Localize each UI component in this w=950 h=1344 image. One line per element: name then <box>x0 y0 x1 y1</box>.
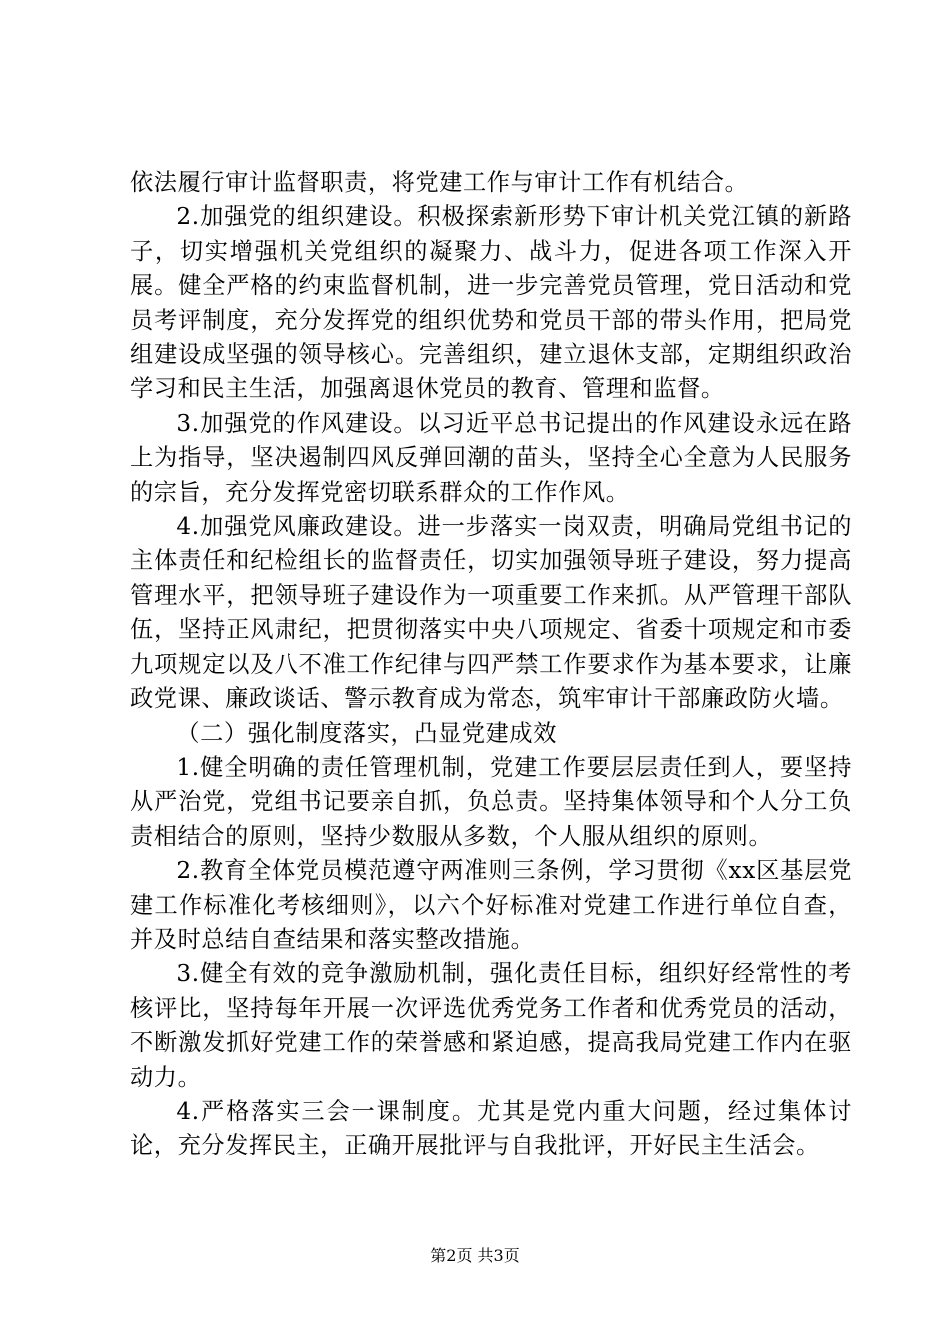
page-footer <box>0 1246 950 1266</box>
section-heading: （二）强化制度落实，凸显党建成效 <box>176 719 557 747</box>
document-body <box>130 166 852 1164</box>
paragraph-responsibility-mechanism: 1.健全明确的责任管理机制，党建工作要层层责任到人，要坚持从严治党，党组书记要亲自抓，负总责。坚持集体领导和个人分工负责相结合的原则，坚持少数服从多数，个人服从组织的原则。 <box>130 753 852 850</box>
page-number: 第2页 共3页 <box>430 1246 520 1265</box>
paragraph-continuation: 依法履行审计监督职责，将党建工作与审计工作有机结合。 <box>130 169 749 196</box>
paragraph-incentive-mechanism: 3.健全有效的竞争激励机制，强化责任目标，组织好经常性的考核评比，坚持每年开展一次评选优秀党务工作者和优秀党员的活动，不断激发抓好党建工作的荣誉感和紧迫感，提高我局党建工作内在驱动力。 <box>130 960 852 1091</box>
paragraph-style-building: 3.加强党的作风建设。以习近平总书记提出的作风建设永远在路上为指导，坚决遏制四风反弹回潮的苗头，坚持全心全意为人民服务的宗旨，充分发挥党密切联系群众的工作作风。 <box>130 409 852 506</box>
paragraph-member-education: 2.教育全体党员模范遵守两准则三条例，学习贯彻《xx区基层党建工作标准化考核细则》，以六个好标准对党建工作进行单位自查，并及时总结自查结果和落实整改措施。 <box>130 857 852 953</box>
paragraph-meeting-system: 4.严格落实三会一课制度。尤其是党内重大问题，经过集体讨论，充分发挥民主，正确开展批评与自我批评，开好民主生活会。 <box>130 1097 852 1160</box>
paragraph-clean-government: 4.加强党风廉政建设。进一步落实一岗双责，明确局党组书记的主体责任和纪检组长的监督责任，切实加强领导班子建设，努力提高管理水平，把领导班子建设作为一项重要工作来抓。从严管理干部队伍，坚持正风肃纪，把贯彻落实中央八项规定、省委十项规定和市委九项规定以及八不准工作纪律与四严禁工作要求作为基本要求，让廉政党课、廉政谈话、警示教育成为常态，筑牢审计干部廉政防火墙。 <box>130 513 852 713</box>
paragraph-organization-building: 2.加强党的组织建设。积极探索新形势下审计机关党江镇的新路子，切实增强机关党组织的凝聚力、战斗力，促进各项工作深入开展。健全严格的约束监督机制，进一步完善党员管理，党日活动和党员考评制度，充分发挥党的组织优势和党员干部的带头作用，把局党组建设成坚强的领导核心。完善组织，建立退休支部，定期组织政治学习和民主生活，加强离退休党员的教育、管理和监督。 <box>130 203 852 403</box>
